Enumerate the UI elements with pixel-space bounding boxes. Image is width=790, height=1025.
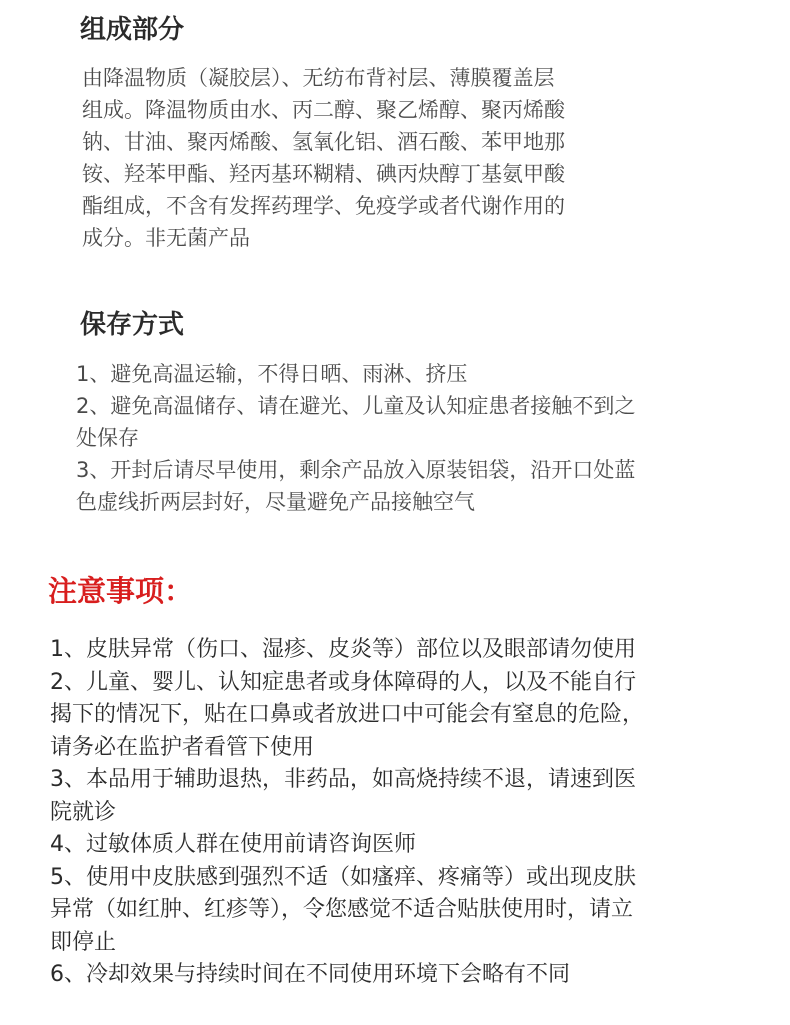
notice-line: 1、皮肤异常（伤口、湿疹、皮炎等）部位以及眼部请勿使用 — [50, 637, 636, 662]
storage-text — [76, 358, 635, 518]
notice-line: 3、本品用于辅助退热，非药品，如高烧持续不退，请速到医 — [50, 767, 636, 792]
notice-heading: 注意事项： — [48, 574, 194, 608]
notice-line: 异常（如红肿、红疹等），令您感觉不适合贴肤使用时，请立 — [50, 897, 634, 922]
notice-line: 5、使用中皮肤感到强烈不适（如瘙痒、疼痛等）或出现皮肤 — [50, 864, 636, 890]
composition-heading: 组成部分 — [80, 15, 185, 45]
storage-line: 3、开封后请尽早使用，剩余产品放入原装铝袋，沿开口处蓝 — [76, 458, 636, 482]
notice-line: 揭下的情况下，贴在口鼻或者放进口中可能会有窒息的危险， — [50, 702, 645, 727]
composition-line: 由降温物质（凝胶层）、无纺布背衬层、薄膜覆盖层 — [82, 66, 555, 90]
storage-heading: 保存方式 — [80, 310, 185, 340]
composition-line: 铵、羟苯甲酯、羟丙基环糊精、碘丙炔醇丁基氨甲酸 — [82, 162, 565, 186]
composition-line: 钠、甘油、聚丙烯酸、氢氧化铝、酒石酸、苯甲地那 — [82, 130, 565, 154]
composition-line: 组成。降温物质由水、丙二醇、聚乙烯醇、聚丙烯酸 — [82, 98, 565, 122]
notice-line: 6、冷却效果与持续时间在不同使用环境下会略有不同 — [50, 962, 570, 987]
notice-list — [50, 634, 644, 992]
notice-line: 即停止 — [50, 929, 117, 955]
notice-line: 4、过敏体质人群在使用前请咨询医师 — [50, 832, 416, 857]
composition-line: 成分。非无菌产品 — [82, 226, 250, 250]
storage-line: 2、避免高温储存、请在避光、儿童及认知症患者接触不到之 — [76, 394, 636, 418]
notice-line: 2、儿童、婴儿、认知症患者或身体障碍的人，以及不能自行 — [50, 669, 636, 695]
composition-text — [82, 62, 565, 254]
notice-line: 院就诊 — [50, 799, 117, 825]
notice-line: 请务必在监护者看管下使用 — [50, 734, 315, 760]
composition-line: 酯组成，不含有发挥药理学、免疫学或者代谢作用的 — [82, 194, 565, 218]
storage-line: 1、避免高温运输，不得日晒、雨淋、挤压 — [76, 362, 468, 386]
storage-line: 处保存 — [76, 426, 139, 450]
storage-line: 色虚线折两层封好，尽量避免产品接触空气 — [76, 490, 475, 514]
